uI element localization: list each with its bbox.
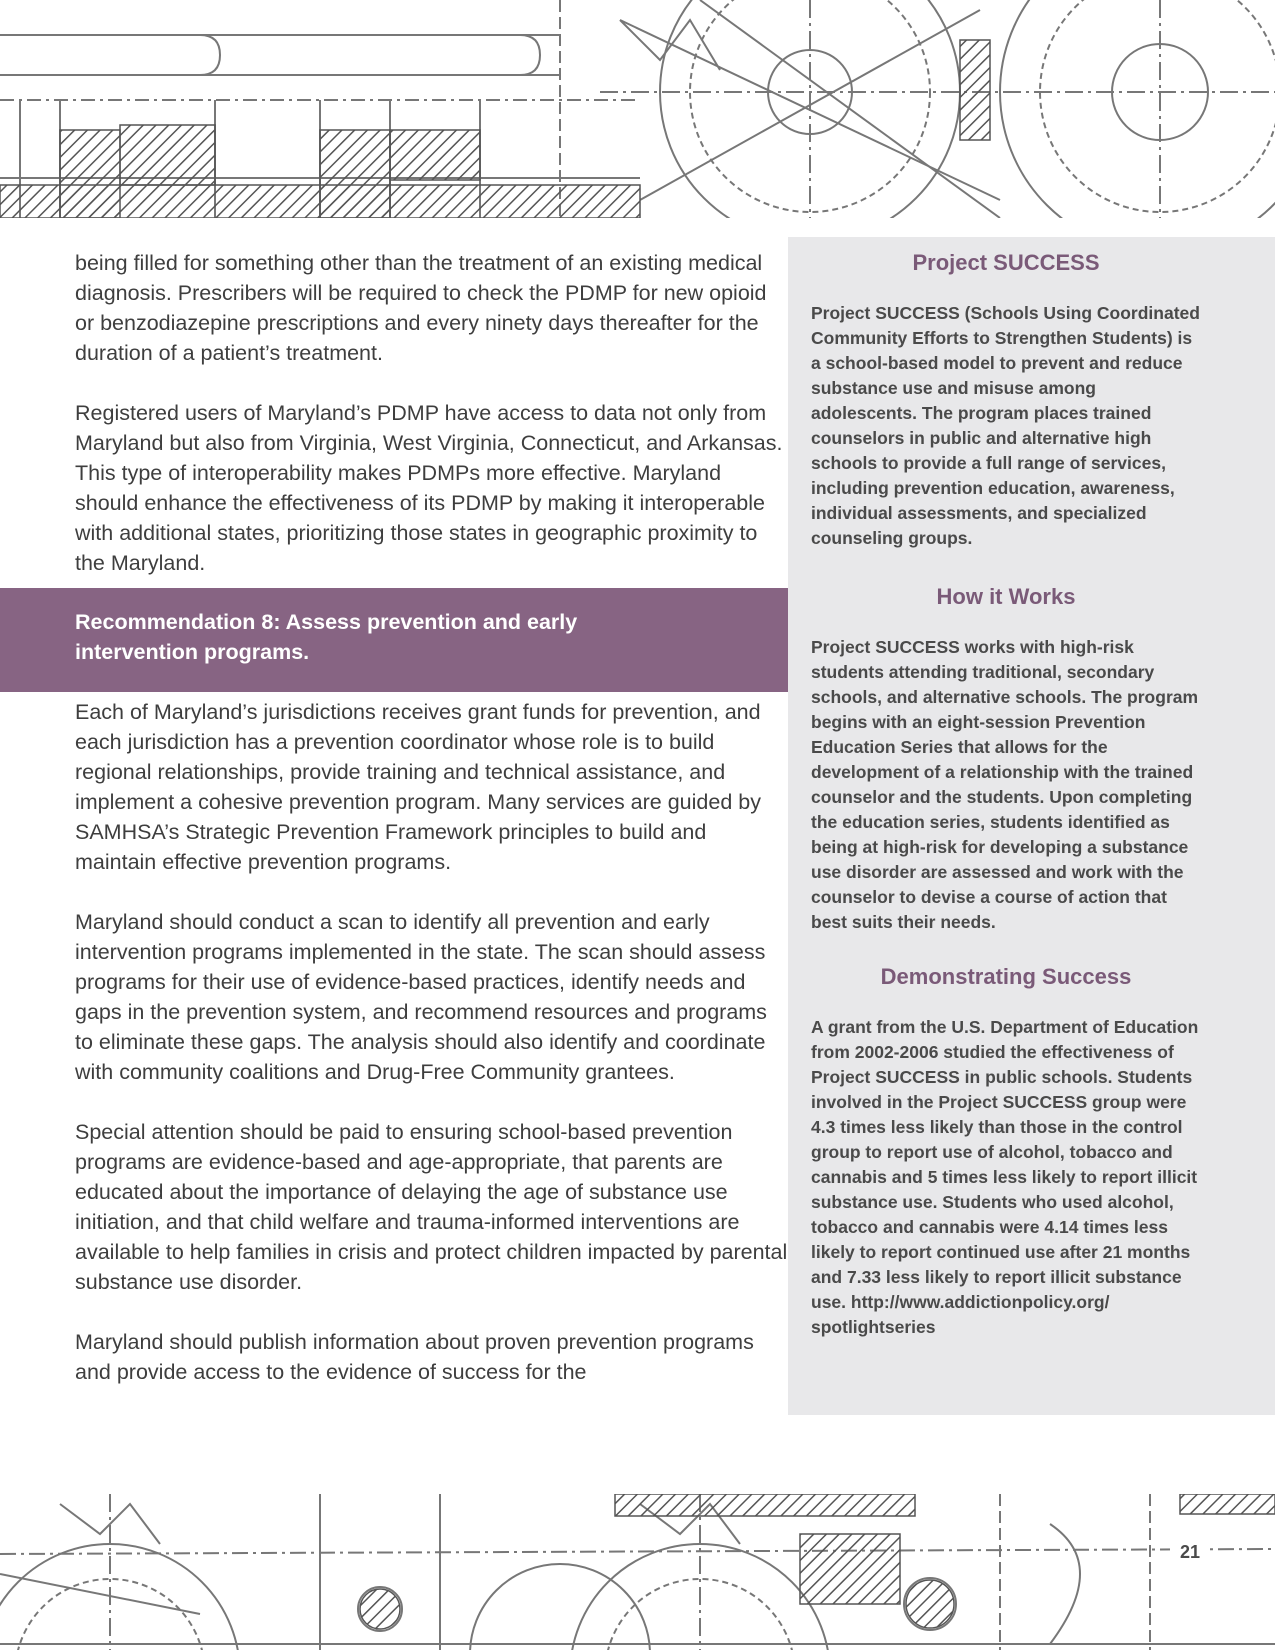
sidebar-heading-demonstrating-success: Demonstrating Success [880, 964, 1132, 989]
sidebar-heading-project-success: Project SUCCESS [912, 250, 1100, 275]
sidebar-paragraph-intro: Project SUCCESS (Schools Using Coordinated Community Efforts to Strengthen Students) is a school-based model to prevent and reduce substance use and misuse among adolescents. The program places trained counselors in public and alternative high schools to provide a full range of services, including prevention education, awareness, individual assessments, and specialized counseling groups. [811, 303, 1200, 548]
recommendation-title: Recommendation 8: Assess prevention and early intervention programs. [75, 610, 578, 664]
sidebar-paragraph-results: A grant from the U.S. Department of Education from 2002-2006 studied the effectiveness of Project SUCCESS in public schools. Students involved in the Project SUCCESS group were 4.3 times less likely than those in the control group to report use of alcohol, tobacco and cannabis and 5 times less likely to report illicit substance use. Students who used alcohol, tobacco and cannabis were 4.14 times less likely to report continued use after 21 months and 7.33 less likely to report illicit substance use. http://www.addictionpolicy.org/ spotlightseries [811, 1017, 1199, 1337]
main-column-lower [75, 697, 790, 1387]
sidebar-heading-how-it-works: How it Works [936, 584, 1076, 609]
gear-blueprint-illustration [0, 1494, 1275, 1650]
body-paragraph: Special attention should be paid to ensuring school-based prevention programs are evidence-based and age-appropriate, that parents are educated about the importance of delaying the age of substance use initiation, and that child welfare and trauma-informed interventions are available to help families in crisis and protect children impacted by parental substance use disorder. [75, 1120, 788, 1294]
sidebar-paragraph-how-it-works: Project SUCCESS works with high-risk students attending traditional, secondary schools, and alternative schools. The program begins with an eight-session Prevention Education Series that allows for the development of a relationship with the trained counselor and the students. Upon completing the education series, students identified as being at high-risk for developing a substance use disorder are assessed and work with the counselor to devise a course of action that best suits their needs. [811, 637, 1199, 932]
body-paragraph: being filled for something other than the treatment of an existing medical diagnosis. Prescribers will be required to check the PDMP for new opioid or benzodiazepine prescriptions and every ninety days thereafter for the duration of a patient’s treatment. [75, 251, 767, 365]
project-success-sidebar [788, 237, 1275, 1415]
blueprint-banner-top [0, 0, 1275, 218]
body-paragraph: Registered users of Maryland’s PDMP have access to data not only from Maryland but also from Virginia, West Virginia, Connecticut, and Arkansas. This type of interoperability makes PDMPs more effective. Maryland should enhance the effectiveness of its PDMP by making it interoperable with additional states, prioritizing those states in geographic proximity to the Maryland. [75, 401, 783, 575]
body-paragraph: Maryland should conduct a scan to identify all prevention and early intervention programs implemented in the state. The scan should assess programs for their use of evidence-based practices, identify needs and gaps in the prevention system, and recommend resources and programs to eliminate these gaps. The analysis should also identify and coordinate with community coalitions and Drug-Free Community grantees. [75, 910, 767, 1084]
blueprint-banner-bottom [0, 1494, 1275, 1650]
recommendation-banner [0, 588, 788, 692]
gear-blueprint-illustration [0, 0, 1275, 218]
body-paragraph: Maryland should publish information about proven prevention programs and provide access to the evidence of success for the [75, 1330, 754, 1384]
body-paragraph: Each of Maryland’s jurisdictions receives grant funds for prevention, and each jurisdiction has a prevention coordinator whose role is to build regional relationships, provide training and technical assistance, and implement a cohesive prevention program. Many services are guided by SAMHSA’s Strategic Prevention Framework principles to build and maintain effective prevention programs. [75, 700, 761, 874]
page-number: 21 [1170, 1542, 1210, 1563]
main-column-upper [75, 248, 790, 578]
